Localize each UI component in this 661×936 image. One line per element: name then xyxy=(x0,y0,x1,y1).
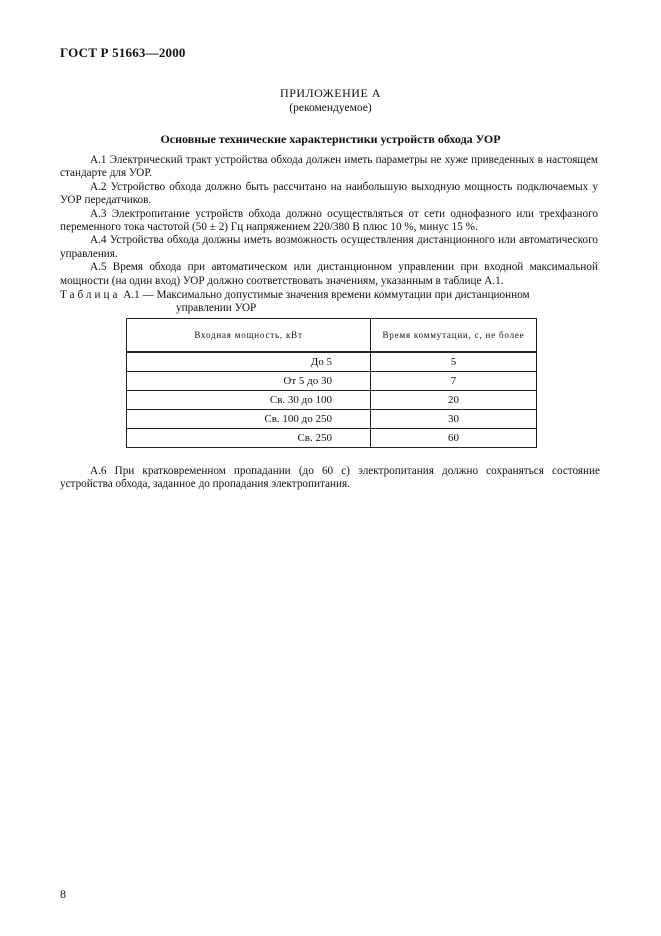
cell-power: От 5 до 30 xyxy=(127,372,371,391)
header-switching-time: Время коммутации, с, не более xyxy=(371,319,537,353)
cell-power: Св. 250 xyxy=(127,429,371,448)
section-heading: Основные технические характеристики устройств обхода УОР xyxy=(160,132,501,146)
paragraph-a4: А.4 Устройства обхода должны иметь возможность осуществления дистанционного или автоматического управления. xyxy=(60,234,598,260)
page-number: 8 xyxy=(60,887,66,901)
paragraph-a6: А.6 При кратковременном пропадании (до 60 с) электропитания должно сохраняться состояние устройства обхода, заданное до пропадания электропитания. xyxy=(60,465,600,491)
annex-title: ПРИЛОЖЕНИЕ А xyxy=(280,86,381,100)
paragraph-a2: А.2 Устройство обхода должно быть рассчитано на наибольшую выходную мощность подключаемых у УОР передатчиков. xyxy=(60,180,598,207)
cell-power: До 5 xyxy=(127,352,371,372)
cell-time: 5 xyxy=(371,352,537,372)
table-row xyxy=(127,372,537,391)
table-label: Таблица xyxy=(60,289,121,301)
table-row xyxy=(127,410,537,429)
cell-time: 7 xyxy=(371,372,537,391)
standard-header: ГОСТ Р 51663—2000 xyxy=(60,45,186,60)
cell-power: Св. 30 до 100 xyxy=(127,391,371,410)
table-caption-line2: управлении УОР xyxy=(176,302,257,315)
switching-time-table xyxy=(126,318,537,448)
cell-time: 60 xyxy=(371,429,537,448)
table-caption xyxy=(60,289,600,316)
table-row xyxy=(127,352,537,372)
cell-time: 20 xyxy=(371,391,537,410)
paragraph-a1: А.1 Электрический тракт устройства обхода должен иметь параметры не хуже приведенных в настоящем стандарте для УОР. xyxy=(60,154,598,180)
header-input-power: Входная мощность, кВт xyxy=(127,319,371,353)
table-caption-line1: А.1 — Максимально допустимые значения времени коммутации при дистанционном xyxy=(123,289,530,301)
body-paragraphs xyxy=(60,154,598,288)
cell-power: Св. 100 до 250 xyxy=(127,410,371,429)
annex-subtitle: (рекомендуемое) xyxy=(289,102,372,114)
table-row xyxy=(127,429,537,448)
paragraph-a3: А.3 Электропитание устройств обхода должно осуществляться от сети однофазного или трехфазного переменного тока частотой (50 ± 2) Гц напряжением 220/380 В плюс 10 %, минус 15 %. xyxy=(60,207,598,234)
table-header-row xyxy=(127,319,537,353)
paragraph-a5: А.5 Время обхода при автоматическом или дистанционном управлении при входной максимальной мощности (на один вход) УОР должно соответствовать значениям, указанным в таблице А.1. xyxy=(60,261,598,287)
cell-time: 30 xyxy=(371,410,537,429)
body-paragraph-after xyxy=(60,465,600,492)
table-row xyxy=(127,391,537,410)
